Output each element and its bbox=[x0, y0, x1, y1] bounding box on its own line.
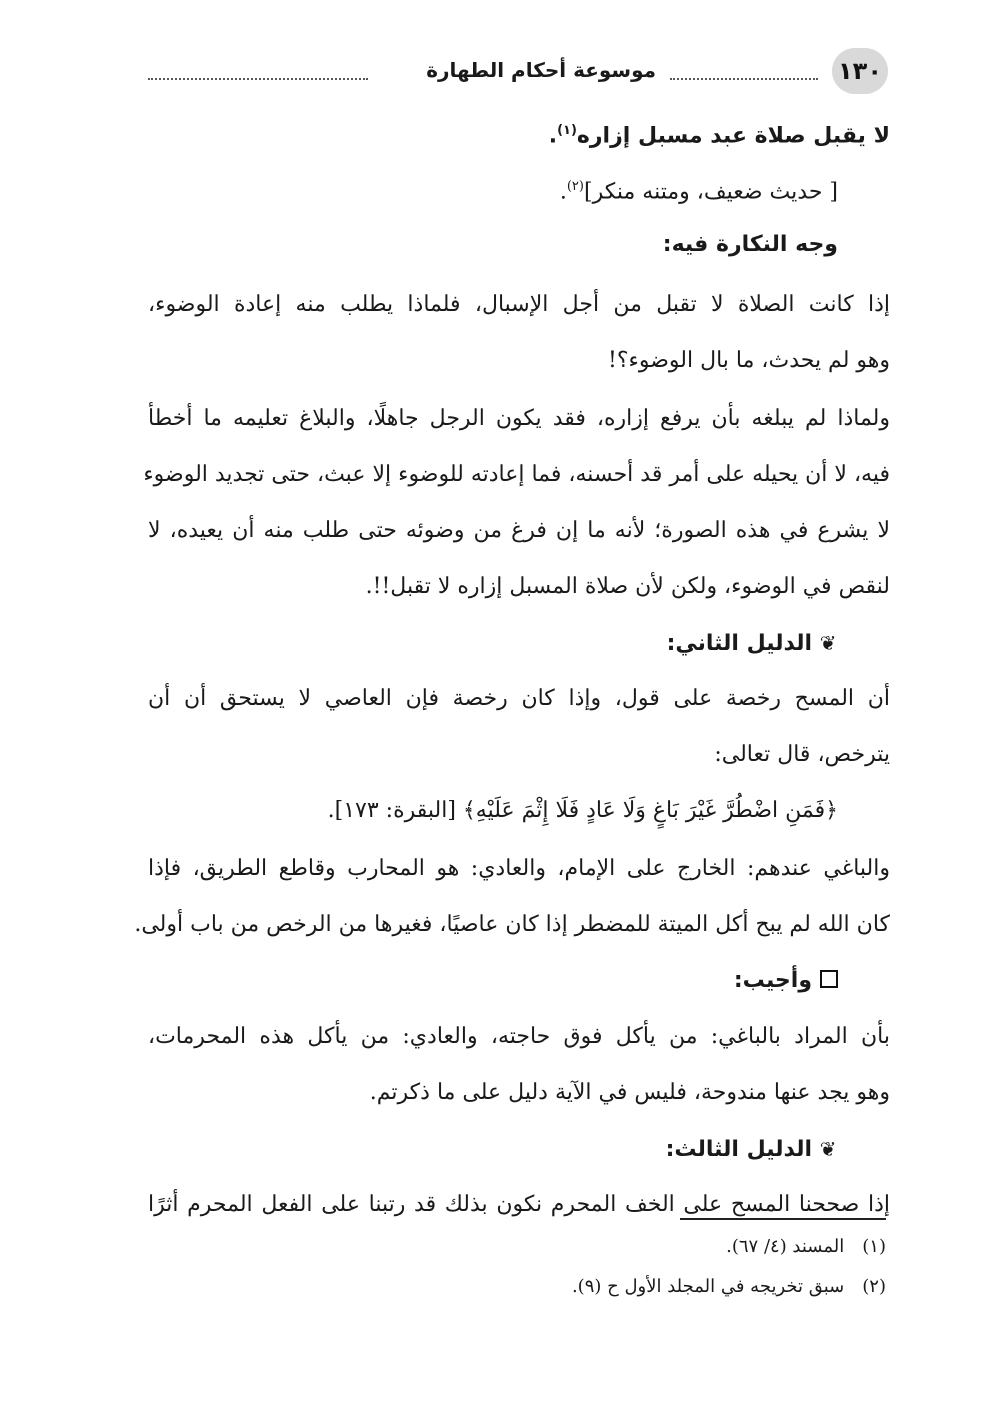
section-heading: وجه النكارة فيه: bbox=[662, 232, 838, 257]
evidence-heading-2: ❦الدليل الثاني: bbox=[667, 628, 838, 659]
square-bullet-icon bbox=[820, 970, 838, 988]
paragraph-line: إذا كانت الصلاة لا تقبل من أجل الإسبال، فلماذا يطلب منه إعادة الوضوء، bbox=[148, 292, 890, 317]
paragraph-line: لا يشرع في هذه الصورة؛ لأنه ما إن فرغ من وضوئه حتى طلب منه أن يعيده، لا bbox=[148, 518, 890, 543]
paragraph-line: لنقص في الوضوء، ولكن لأن صلاة المسبل إزاره لا تقبل!!. bbox=[365, 574, 890, 599]
paragraph-line: وهو يجد عنها مندوحة، فليس في الآية دليل على ما ذكرتم. bbox=[369, 1080, 890, 1105]
leaf-bullet-icon: ❦ bbox=[819, 631, 837, 655]
leaf-bullet-icon: ❦ bbox=[819, 1137, 837, 1161]
page-header bbox=[148, 48, 888, 96]
paragraph-line: أن المسح رخصة على قول، وإذا كان رخصة فإن العاصي لا يستحق أن أن bbox=[148, 686, 890, 711]
footnote-1: (١)المسند (٤/ ٦٧). bbox=[726, 1236, 886, 1257]
paragraph-line: ولماذا لم يبلغه بأن يرفع إزاره، فقد يكون الرجل جاهلًا، والبلاغ تعليمه ما أخطأ bbox=[148, 406, 890, 431]
paragraph-line: والباغي عندهم: الخارج على الإمام، والعادي: هو المحارب وقاطع الطريق، فإذا bbox=[148, 856, 890, 881]
quran-verse: ﴿فَمَنِ اضْطُرَّ غَيْرَ بَاغٍ وَلَا عَادٍ فَلَا إِثْمَ عَلَيْهِ﴾ [البقرة: ١٧٣]. bbox=[327, 798, 838, 823]
paragraph-line: فيه، لا أن يحيله على أمر قد أحسنه، فما إعادته للوضوء إلا عبث، حتى تجديد الوضوء bbox=[143, 462, 890, 487]
hadith-grade: [ حديث ضعيف، ومتنه منكر]$^{(٢)}$. bbox=[559, 179, 838, 205]
footnote-ref-2: (٢) bbox=[566, 179, 584, 194]
evidence-heading-3: ❦الدليل الثالث: bbox=[666, 1134, 838, 1165]
paragraph-line: وهو لم يحدث، ما بال الوضوء؟! bbox=[608, 348, 890, 373]
answer-heading: وأجيب: bbox=[734, 966, 838, 996]
footnote-ref-1: (١) bbox=[557, 123, 577, 138]
running-title: موسوعة أحكام الطهارة bbox=[426, 58, 656, 82]
paragraph-line: إذا صححنا المسح على الخف المحرم نكون بذلك قد رتبنا على الفعل المحرم أثرًا bbox=[148, 1192, 890, 1217]
footnote-separator bbox=[680, 1218, 886, 1220]
hadith-text: لا يقبل صلاة عبد مسبل إزاره$^{(١)}$. bbox=[548, 123, 890, 149]
footnote-2: (٢)سبق تخريجه في المجلد الأول ح (٩). bbox=[571, 1276, 886, 1297]
paragraph-line: كان الله لم يبح أكل الميتة للمضطر إذا كان عاصيًا، فغيرها من الرخص من باب أولى. bbox=[134, 912, 890, 937]
header-dotted-rule-left bbox=[148, 78, 368, 80]
paragraph-line: يترخص، قال تعالى: bbox=[714, 742, 890, 767]
page-number: ١٣٠ bbox=[832, 48, 888, 94]
header-dotted-rule-right bbox=[670, 78, 818, 80]
paragraph-line: بأن المراد بالباغي: من يأكل فوق حاجته، والعادي: من يأكل هذه المحرمات، bbox=[148, 1024, 890, 1049]
